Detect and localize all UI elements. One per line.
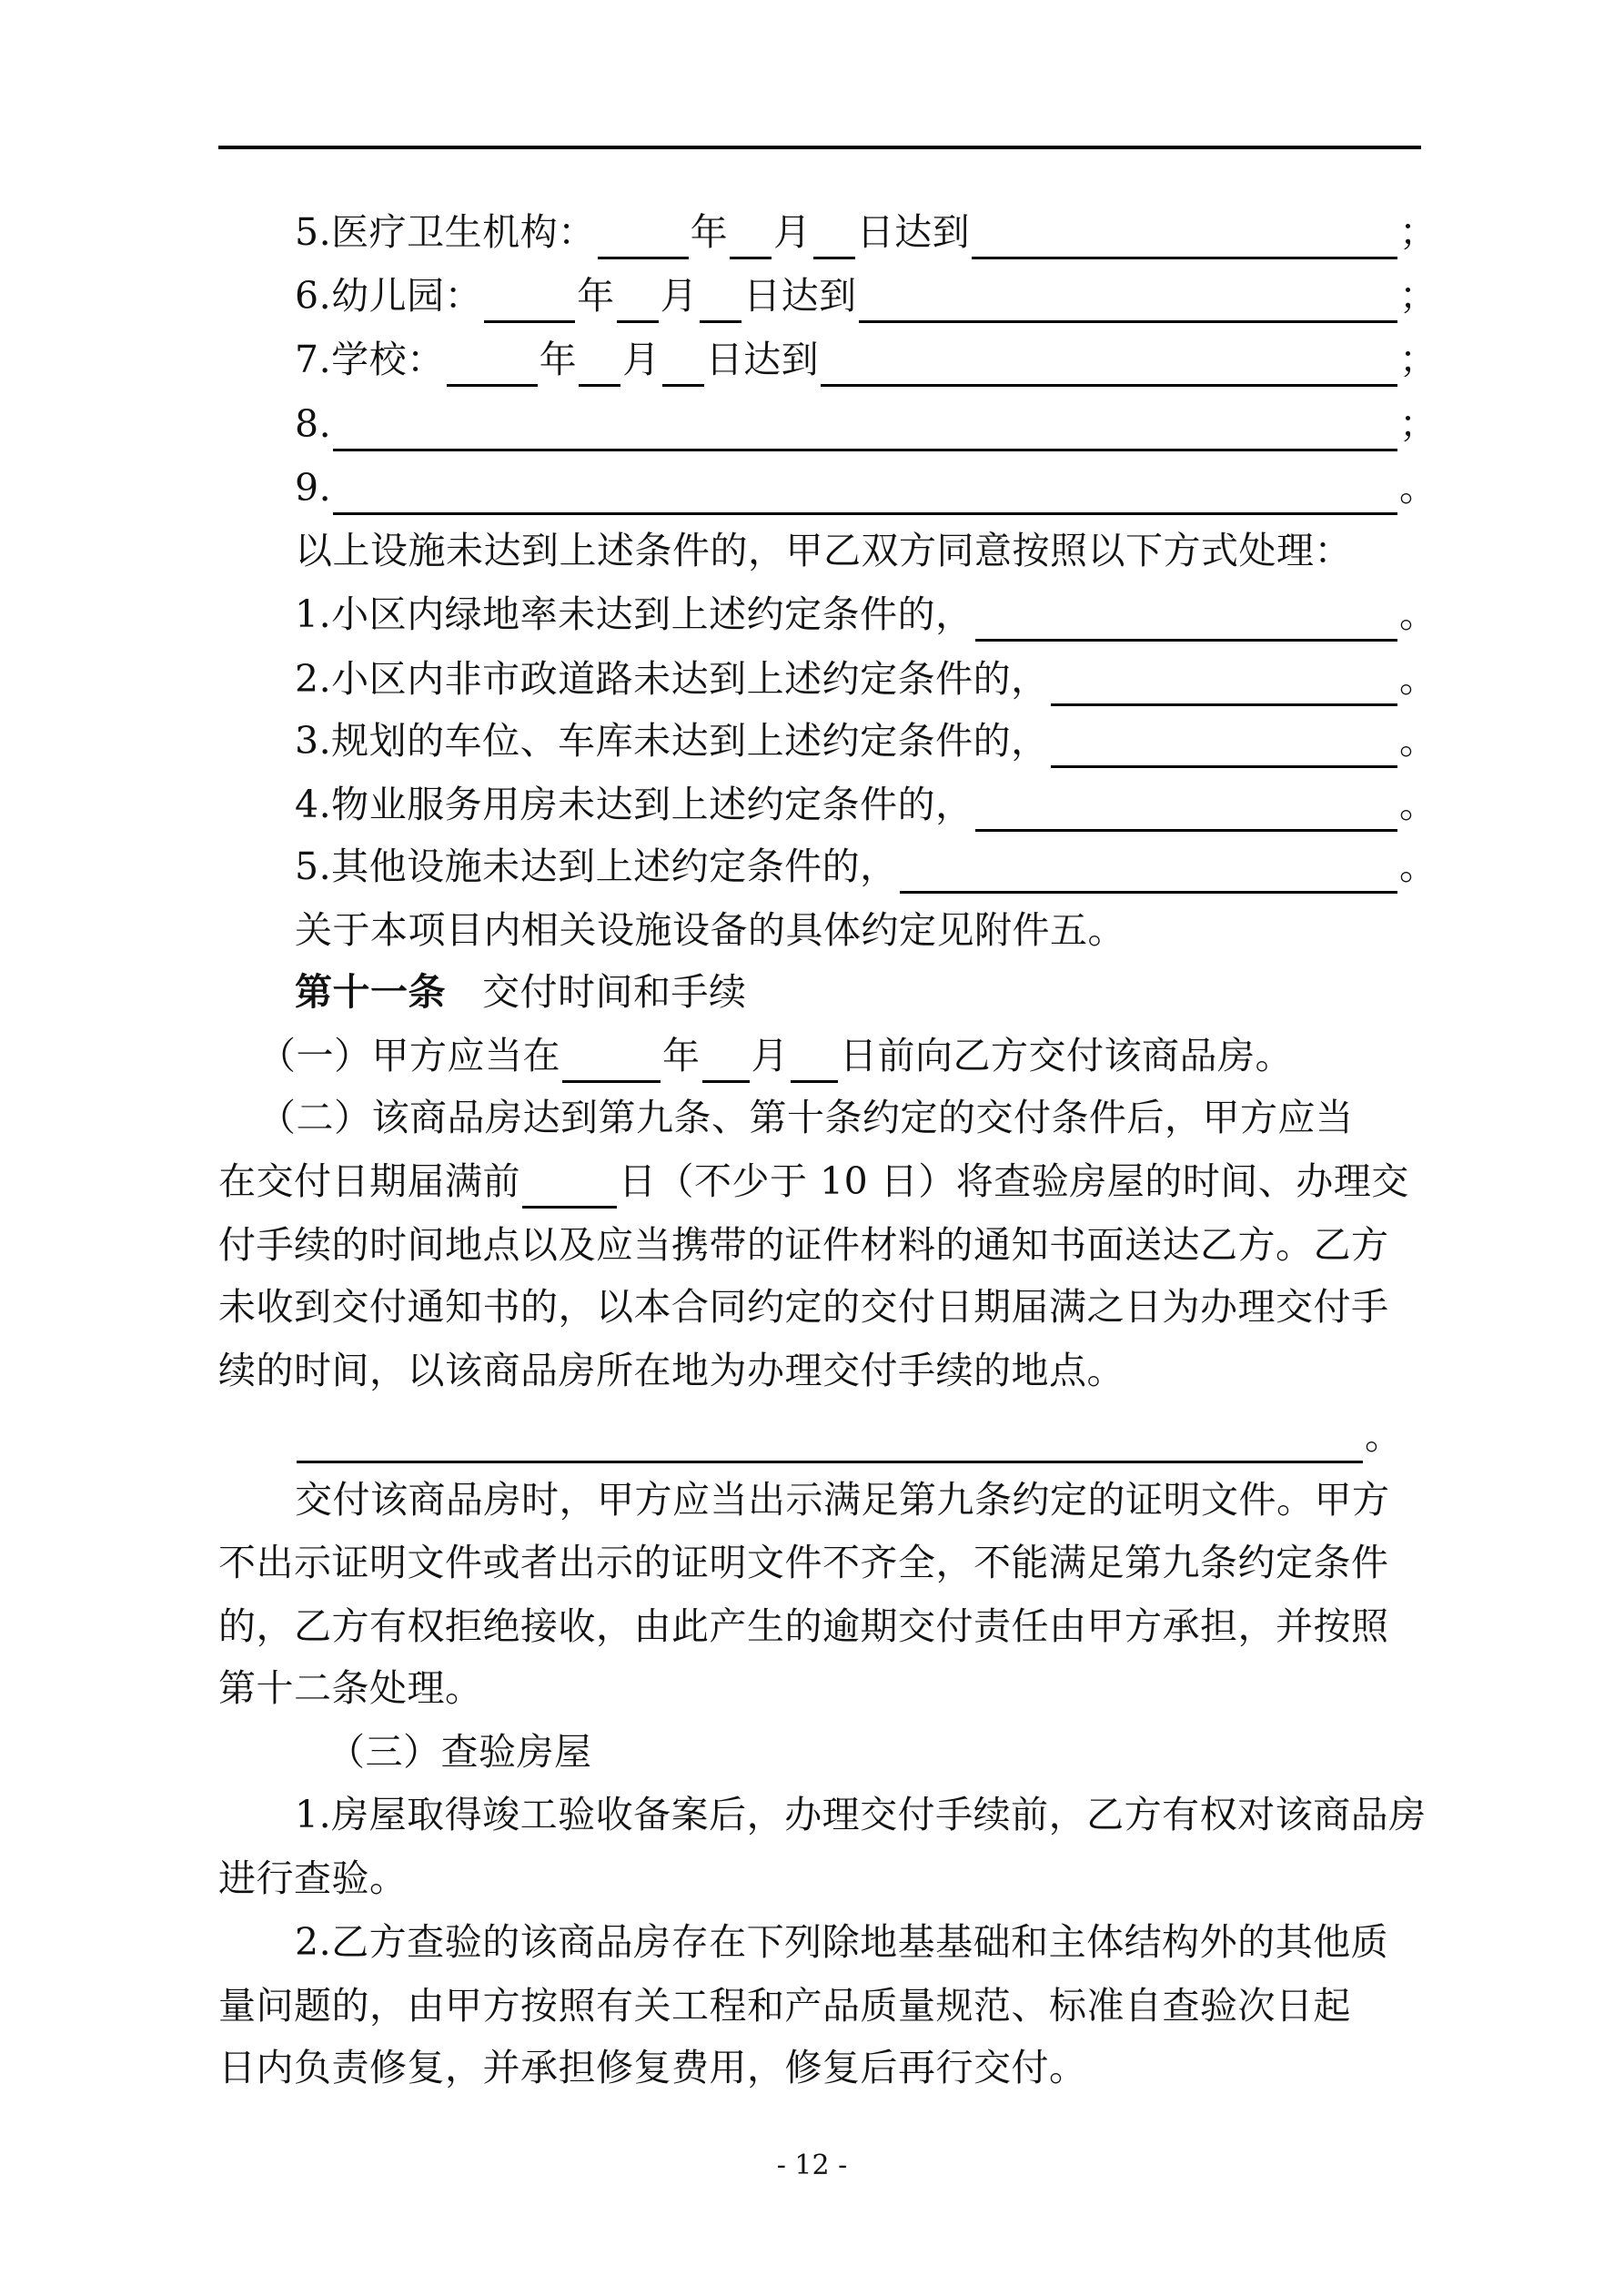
- month-label: 月: [660, 274, 699, 318]
- clause-1: [218, 1028, 1421, 1083]
- paragraph-line: 的，乙方有权拒绝接收，由此产生的逾期交付责任由甲方承担，并按照: [218, 1604, 1389, 1648]
- blank-line: [218, 1409, 1403, 1463]
- year-blank[interactable]: [484, 278, 575, 323]
- punct: 。: [1399, 783, 1437, 826]
- punct: ；: [1399, 210, 1437, 254]
- punct: ；: [1399, 338, 1437, 381]
- paragraph-line: 交付该商品房时，甲方应当出示满足第九条约定的证明文件。甲方: [295, 1478, 1390, 1522]
- day-blank[interactable]: [791, 1038, 838, 1083]
- label: 6.幼儿园：: [295, 274, 483, 318]
- reach-label: 日达到: [705, 338, 820, 381]
- month-blank[interactable]: [730, 215, 772, 259]
- label: 3.规划的车位、车库未达到上述约定条件的，: [295, 719, 1049, 763]
- label: 5.医疗卫生机构：: [295, 210, 596, 254]
- days-blank[interactable]: [522, 1164, 617, 1209]
- punct: 。: [1399, 719, 1437, 763]
- article-heading: [218, 965, 1421, 1019]
- punct: ；: [1399, 274, 1437, 318]
- label: 2.小区内非市政道路未达到上述约定条件的，: [295, 657, 1049, 701]
- paragraph-line: 1.房屋取得竣工验收备案后，办理交付手续前，乙方有权对该商品房: [295, 1793, 1427, 1836]
- year-blank[interactable]: [447, 342, 538, 387]
- year-blank[interactable]: [562, 1038, 661, 1083]
- article-number: 第十一条: [295, 970, 446, 1014]
- line-8: [218, 397, 1437, 451]
- text: 在交付日期届满前: [218, 1159, 520, 1203]
- day-blank[interactable]: [813, 215, 855, 259]
- day-blank[interactable]: [662, 342, 704, 387]
- reach-label: 日达到: [743, 274, 857, 318]
- paragraph-line: 续的时间，以该商品房所在地为办理交付手续的地点。: [218, 1349, 1125, 1392]
- text: 日前向乙方交付该商品房。: [840, 1034, 1293, 1077]
- punct: ；: [1399, 402, 1437, 446]
- label: 5.其他设施未达到上述约定条件的，: [295, 845, 898, 888]
- paragraph-line: （二）该商品房达到第九条、第十条约定的交付条件后，甲方应当: [258, 1096, 1354, 1139]
- reach-label: 日达到: [856, 210, 971, 254]
- handling-5: [218, 839, 1437, 894]
- paragraph-line: 量问题的，由甲方按照有关工程和产品质量规范、标准自查验次日起: [218, 1984, 1351, 2028]
- page-number: - 12 -: [776, 2149, 848, 2181]
- label: 8.: [295, 402, 332, 446]
- blank[interactable]: [297, 1419, 1363, 1463]
- handling-2: [218, 652, 1437, 706]
- label: 4.物业服务用房未达到上述约定条件的，: [295, 783, 973, 826]
- day-blank[interactable]: [700, 278, 741, 323]
- label: （一）甲方应当在: [258, 1034, 560, 1077]
- year-label: 年: [539, 338, 578, 381]
- month-label: 月: [622, 338, 661, 381]
- paragraph-line: 第十二条处理。: [218, 1666, 483, 1710]
- year-blank[interactable]: [598, 215, 689, 259]
- year-label: 年: [577, 274, 615, 318]
- month-blank[interactable]: [579, 342, 620, 387]
- blank[interactable]: [975, 597, 1397, 642]
- punct: 。: [1399, 592, 1437, 636]
- punct: 。: [1399, 657, 1437, 701]
- paragraph-line: 进行查验。: [218, 1856, 408, 1900]
- handling-4: [218, 777, 1437, 832]
- paragraph-line: [218, 1154, 1421, 1209]
- paragraph-line: 关于本项目内相关设施设备的具体约定见附件五。: [295, 908, 1125, 952]
- condition-blank[interactable]: [859, 278, 1397, 323]
- year-label: 年: [662, 1034, 701, 1077]
- clause-3-heading: （三）查验房屋: [328, 1730, 592, 1774]
- label: 7.学校：: [295, 338, 445, 381]
- blank[interactable]: [900, 849, 1397, 894]
- punct: 。: [1365, 1414, 1403, 1458]
- label: 1.小区内绿地率未达到上述约定条件的，: [295, 592, 973, 636]
- condition-blank[interactable]: [821, 342, 1397, 387]
- article-title: 交付时间和手续: [482, 970, 747, 1014]
- paragraph-line: 付手续的时间地点以及应当携带的证件材料的通知书面送达乙方。乙方: [218, 1223, 1389, 1267]
- punct: 。: [1399, 466, 1437, 510]
- month-label: 月: [773, 210, 812, 254]
- label: 9.: [295, 466, 332, 510]
- paragraph-line: 未收到交付通知书的，以本合同约定的交付日期届满之日为办理交付手: [218, 1285, 1389, 1329]
- paragraph-line: 日内负责修复，并承担修复费用，修复后再行交付。: [218, 2046, 1087, 2089]
- text: 日（不少于 10 日）将查验房屋的时间、办理交: [619, 1159, 1409, 1203]
- line-medical: [218, 205, 1437, 259]
- month-blank[interactable]: [617, 278, 659, 323]
- blank[interactable]: [1051, 662, 1397, 706]
- punct: 。: [1399, 845, 1437, 888]
- handling-3: [218, 713, 1437, 768]
- condition-blank[interactable]: [972, 215, 1397, 259]
- year-label: 年: [690, 210, 729, 254]
- month-label: 月: [751, 1034, 789, 1077]
- paragraph-line: 2.乙方查验的该商品房存在下列除地基基础和主体结构外的其他质: [295, 1920, 1389, 1964]
- line-9: [218, 460, 1437, 515]
- handling-1: [218, 587, 1437, 642]
- month-blank[interactable]: [702, 1038, 750, 1083]
- blank[interactable]: [975, 787, 1397, 832]
- blank[interactable]: [333, 470, 1397, 515]
- paragraph-line: 以上设施未达到上述条件的，甲乙双方同意按照以下方式处理：: [295, 529, 1352, 572]
- paragraph-line: 不出示证明文件或者出示的证明文件不齐全，不能满足第九条约定条件: [218, 1541, 1389, 1584]
- blank[interactable]: [333, 407, 1397, 451]
- line-kindergarten: [218, 268, 1437, 323]
- blank[interactable]: [1051, 723, 1397, 768]
- line-school: [218, 332, 1437, 387]
- header-rule: [218, 146, 1421, 149]
